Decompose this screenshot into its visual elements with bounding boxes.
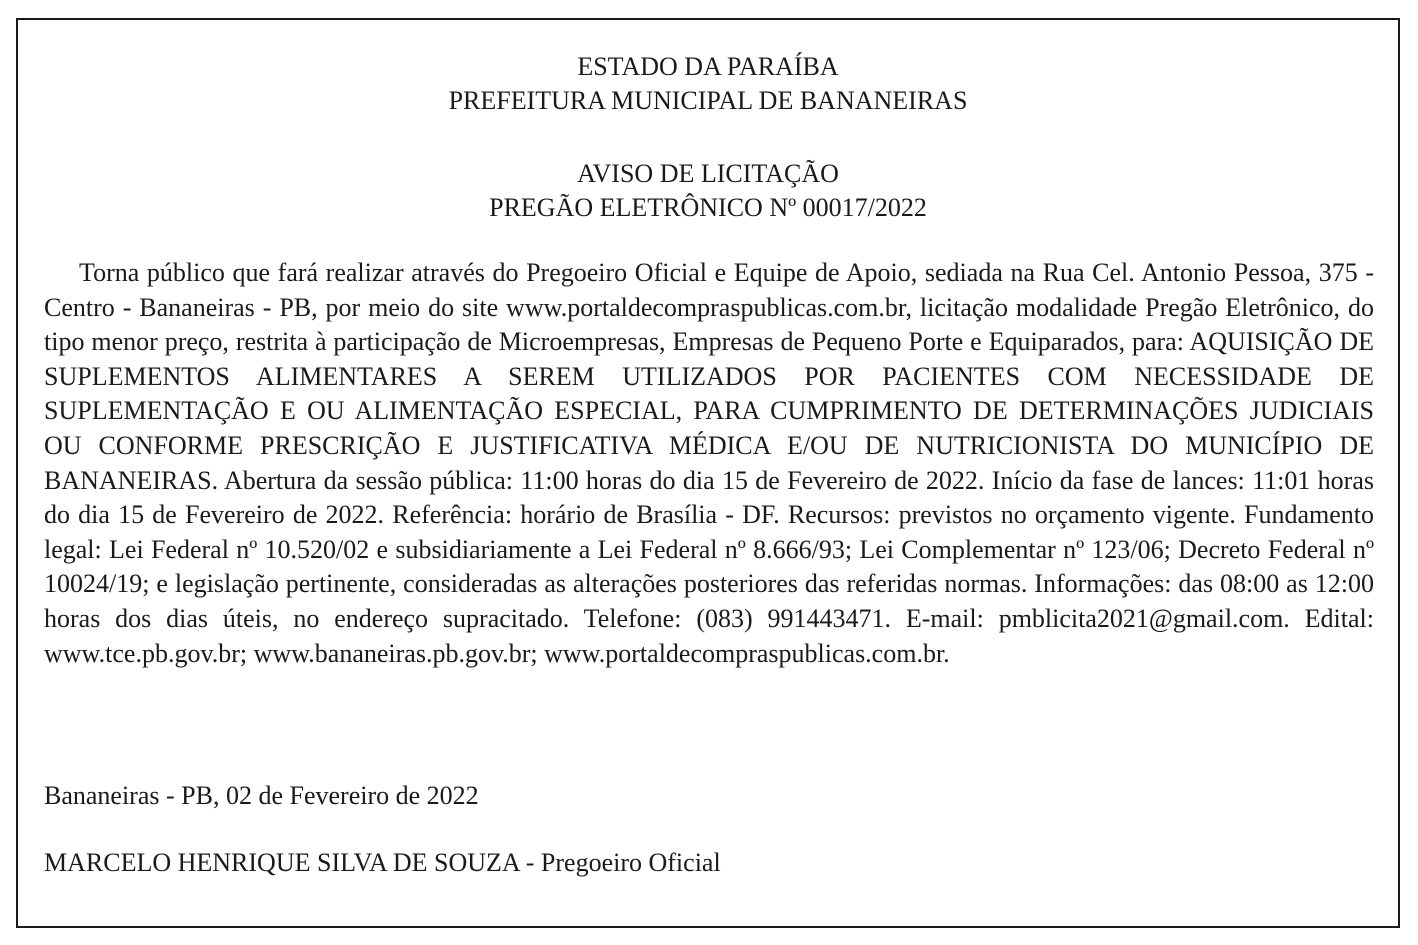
notice-body: Torna público que fará realizar através do Pregoeiro Oficial e Equipe de Apoio, sediada na Rua Cel. Antonio Pessoa, 375 - Centro - Bananeiras - PB, por meio do site www.portaldecompraspublicas.com.br, licitação modalidade Pregão Eletrônico, do tipo menor preço, restrita à participação de Microempresas, Empresas de Pequeno Porte e Equiparados, para: AQUISIÇÃO DE SUPLEMENTOS ALIMENTARES A SEREM UTILIZADOS POR PACIENTES COM NECESSIDADE DE SUPLEMENTAÇÃO E OU ALIMENTAÇÃO ESPECIAL, PARA CUMPRIMENTO DE DETERMINAÇÕES JUDICIAIS OU CONFORME PRESCRIÇÃO E JUSTIFICATIVA MÉDICA E/OU DE NUTRICIONISTA DO MUNICÍPIO DE BANANEIRAS. Abertura da sessão pública: 11:00 horas do dia 15 de Fevereiro de 2022. Início da fase de lances: 11:01 horas do dia 15 de Fevereiro de 2022. Referência: horário de Brasília - DF. Recursos: previstos no orçamento vigente. Fundamento legal: Lei Federal nº 10.520/02 e subsidiariamente a Lei Federal nº 8.666/93; Lei Complementar nº 123/06; Decreto Federal nº 10024/19; e legislação pertinente, consideradas as alterações posteriores das referidas normas. Informações: das 08:00 as 12:00 horas dos dias úteis, no endereço supracitado. Telefone: (083) 991443471. E-mail: pmblicita2021@gmail.com. Edital: www.tce.pb.gov.br; www.bananeiras.pb.gov.br; www.portaldecompraspublicas.com.br. — [44, 258, 1374, 668]
signature: MARCELO HENRIQUE SILVA DE SOUZA - Pregoeiro Oficial — [44, 848, 721, 877]
state-name: ESTADO DA PARAÍBA — [577, 52, 839, 81]
notice-subtitle: PREGÃO ELETRÔNICO Nº 00017/2022 — [489, 193, 927, 222]
place-date: Bananeiras - PB, 02 de Fevereiro de 2022 — [44, 781, 479, 810]
municipality-name: PREFEITURA MUNICIPAL DE BANANEIRAS — [448, 86, 968, 115]
notice-title: AVISO DE LICITAÇÃO — [577, 159, 839, 188]
notice-frame — [16, 18, 1400, 928]
header-block — [18, 50, 1398, 118]
notice-title-block — [18, 157, 1398, 225]
